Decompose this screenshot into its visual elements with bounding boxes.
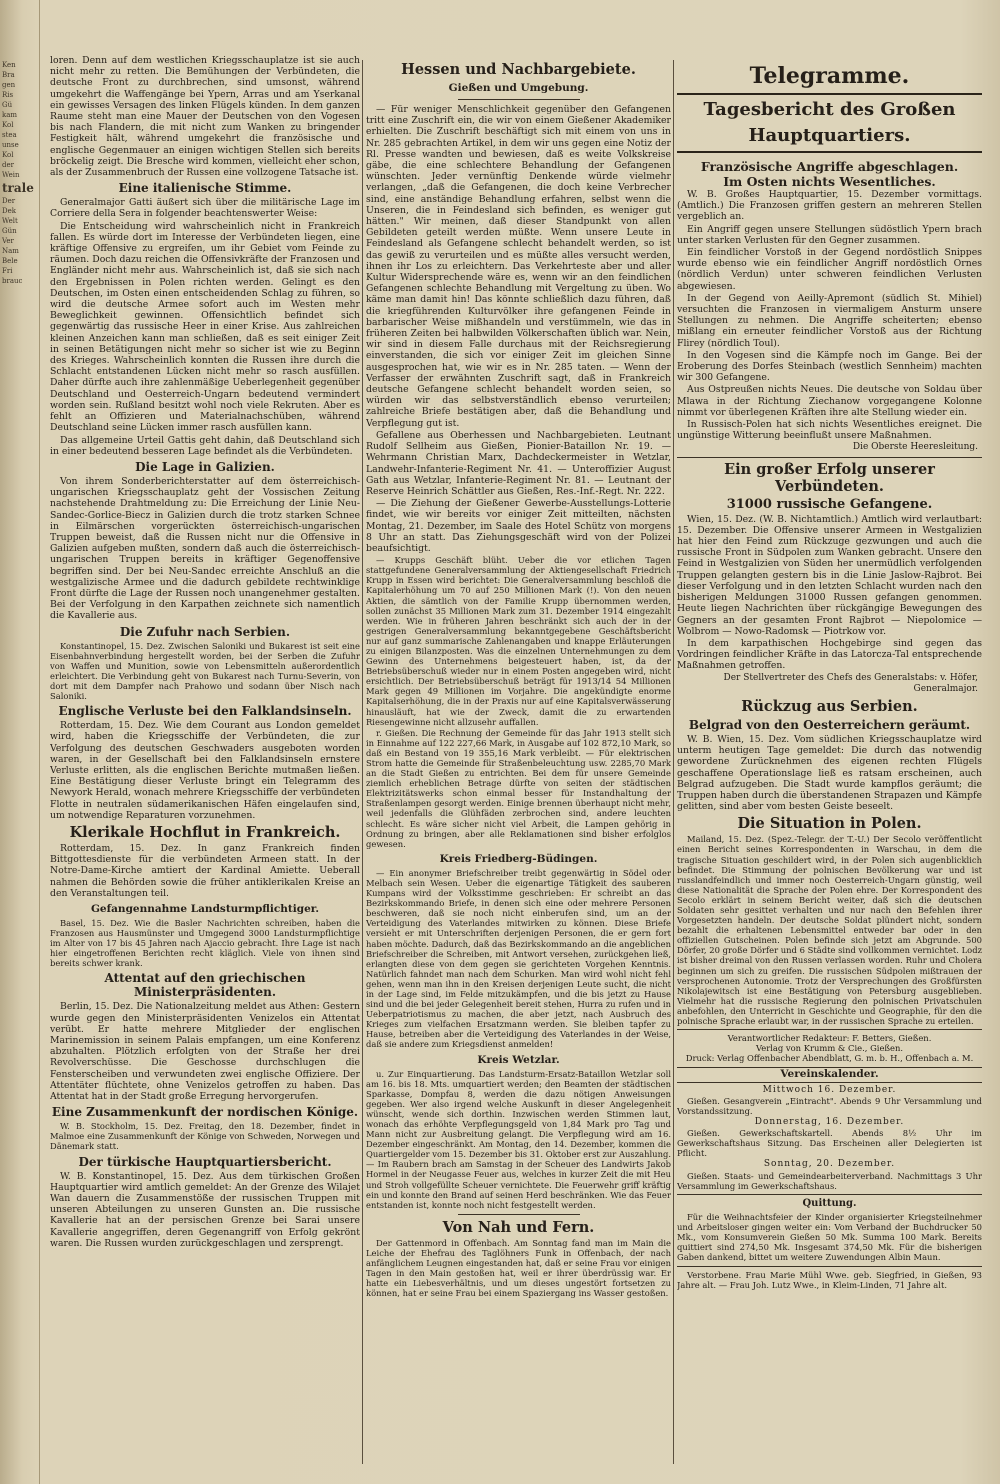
column-middle xyxy=(366,55,671,1464)
edge-fragment: Bra xyxy=(2,71,15,79)
edge-fragment: Bele xyxy=(2,257,18,265)
subheadline-osten: Im Osten nichts Wesentliches. xyxy=(723,174,936,189)
edge-fragment: Kol xyxy=(2,151,14,159)
divider xyxy=(458,99,580,100)
article-paragraph: Ein feindlicher Vorstoß in der Gegend nordöstlich Snippes wurde ebenso wie ein feindlicher Angriff nordöstlich Ornes (nördlich Verdun) unter schweren feindlichen Verlusten abgewiesen. xyxy=(677,247,982,292)
article-paragraph: In den Vogesen sind die Kämpfe noch im Gange. Bei der Eroberung des Dorfes Steinbach (westlich Sennheim) machten wir 300 Gefangene. xyxy=(677,349,982,384)
headline-hochflut: Klerikale Hochflut in Frankreich. xyxy=(69,823,341,841)
edge-fragment: kam xyxy=(2,111,18,119)
column-rule xyxy=(673,60,674,1464)
section-title-hessen: Hessen und Nachbargebiete. xyxy=(401,61,636,78)
article-paragraph: u. Zur Einquartierung. Das Landsturm-Ersatz-Bataillon Wetzlar soll am 16. bis 18. Mts. umquartiert werden; den Beamten der städtischen Sparkasse, Dompfau 8, werden die dazu nötigen Anweisungen gegeben. Wer also irgend welche Auskunft in dieser Angelegenheit wünscht, wende sich dorthin. Inzwischen werden Stimmen laut, wonach das erhöhte Verpflegungsgeld von 1,84 Mark pro Tag und Mann nicht zur Ausbreitung gelangt. Die Verpflegung wird am 16. Dezember eingeschränkt. Am Montag, den 14. Dezember, kommen die Quartiergelder vom 15. Dezember bis 31. Oktober erst zur Auszahlung. — Im Raubern brach am Samstag in der Scheuer des Landwirts Jakob Hormel in der Neugasse Feuer aus, welches in kurzer Zeit die mit Heu und Stroh vollgefüllte Scheuer vernichtete. Die Feuerwehr griff kräftig ein und konnte den Brand auf seinen Herd beschränken. Wie das Feuer entstanden ist, konnte noch nicht festgestellt werden. xyxy=(366,1068,671,1210)
divider xyxy=(677,1266,982,1267)
article-paragraph: r. Gießen. Die Rechnung der Gemeinde für das Jahr 1913 stellt sich in Einnahme auf 122 227,66 Mark, in Ausgabe auf 102 872,10 Mark, so daß ein Bestand von 19 355,16 Mark verbleibt. — Für elektrischen Strom hatte die Gemeinde für Straßenbeleuchtung usw. 2285,70 Mark an die Stadt Gießen zu entrichten. Bei dem für unsere Gemeinde ziemlich erheblichen Betrage dürfte von seiten der städtischen Elektrizitätswerks schon einmal besser für Instandhaltung der Straßenlampen gesorgt werden. Einige brennen überhaupt nicht mehr, weil jedenfalls die Glühfäden zerbrochen sind, andere leuchten schlecht. Es wäre sicher nicht viel Arbeit, die Lampen gehörig in Ordnung zu bringen, aber alle Reklamationen sind bisher erfolglos gewesen. xyxy=(366,727,671,849)
edge-fragment: Ris xyxy=(2,91,14,99)
article-paragraph: — Für weniger Menschlichkeit gegenüber den Gefangenen tritt eine Zuschrift ein, die wir von einem Gießener Akademiker erhielten. Die Zuschrift beschäftigt sich mit einem von uns in Nr. 285 gebrachten Artikel, in dem wir uns gegen eine Notiz der Rl. Presse wandten und bewiesen, daß es weite Volkskreise gäbe, die eine schlechtere Behandlung der Gefangenen wünschten. Jeder vernünftig Denkende würde vielmehr verlangen, „daß die Gefangenen, die doch keine Verbrecher sind, eine anständige Behandlung erfahren, selbst wenn die Unseren, die in Feindesland sich befinden, es weniger gut hätten." Wir meinen, daß dieser Standpunkt von allen Gebildeten geteilt werden müßte. Wenn unsere Leute in Feindesland als Gefangene schlecht behandelt werden, so ist das gewiß zu verurteilen und es müßte alles versucht werden, ihnen ihr Los zu erleichtern. Das Verkehrteste aber und aller Kultur Widersprechende wäre es, wenn wir an den feindlichen Gefangenen schlechte Behandlung mit Vergeltung zu üben. Wo käme man damit hin! Das könnte schließlich dazu führen, daß die kriegführenden Kulturvölker ihre gefangenen Feinde in barbarischer Weise mißhandeln und verstümmeln, wie das in früheren Zeiten bei halbwilden Völkerschaften üblich war. Nein, wir sind in diesem Falle durchaus mit der Reichsregierung einverstanden, die sich vor einiger Zeit im gleichen Sinne ausgesprochen hat, wie wir es in Nr. 285 taten. — Wenn der Verfasser der erwähnten Zuschrift sagt, daß in Frankreich deutsche Gefangene schlecht behandelt worden seien, so würden wir das selbstverständlich ebenso verurteilen; zahlreiche Briefe bestätigen aber, daß die Behandlung und Verpflegung gut ist. xyxy=(366,104,671,429)
article-paragraph: Rotterdam, 15. Dez. Wie dem Courant aus London gemeldet wird, haben die Kriegsschiffe der Verbündeten, die zur Verfolgung des deutschen Geschwaders ausgeboten worden waren, in der Gesellschaft bei den Falklandsinseln ernstere Verluste erlitten, als die englischen Berichte mutmaßen ließen. Eine Bestätigung dieser Verluste bringt ein Telegramm des Newyork Herald, wonach mehrere Kriegsschiffe der verbündeten Flotte in neutralen südamerikanischen Häfen eingelaufen sind, um notwendige Reparaturen vorzunehmen. xyxy=(50,720,360,821)
headline-zufuhr: Die Zufuhr nach Serbien. xyxy=(119,624,291,639)
headline-falkland: Englische Verluste bei den Falklandsinseln. xyxy=(58,704,352,719)
calendar-entry: Gießen. Gewerkschaftskartell. Abends 8½ Uhr im Gewerkschaftshaus Sitzung. Das Erscheinen aller Delegierten ist Pflicht. xyxy=(677,1128,982,1159)
edge-fragment: trale xyxy=(2,181,34,195)
article-paragraph: loren. Denn auf dem westlichen Kriegsschauplatze ist sie auch nicht mehr zu retten. Die Bemühungen der Verbündeten, die deutsche Front zu durchbrechen, sind umsonst, während umgekehrt die Waffengänge bei Ypern, Arras und am Yserkanal ein gewisses Versagen des linken Flügels künden. In dem ganzen Raume steht man eine Mauer der Deutschen von den Vogesen bis nach Flandern, die mit nicht zum Wanken zu bringender Festigkeit hält, während umgekehrt die französische und englische Gegenmauer an einigen wichtigen Stellen sich bereits bröckelig zeigt. Die Bresche wird kommen, vielleicht eher schon, als der Zusammenbruch der Russen eine vollzogene Tatsache ist. xyxy=(50,55,360,179)
section-subtitle-giessen: Gießen und Umgebung. xyxy=(448,82,589,94)
article-paragraph: Mailand, 15. Dez. (Spez.-Telegr. der T.-U.) Der Secolo veröffentlicht einen Bericht seines Korrespondenten in Warschau, in dem die tragische Situation geschildert wird, in der Polen sich augenblicklich befindet. Die Stimmung der polnischen Bevölkerung war und ist russlandfeindlich und immer noch Oesterreich-Ungarn günstig, weil diese Nationalität die Sprache der Polen ehre. Der Korrespondent des Secolo erklärt in seinem Bericht weiter, daß sich die deutschen Soldaten sehr gesittet verhalten und nur nach den Befehlen ihrer Vorgesetzten handeln. Der deutsche Soldat plündert nicht, sondern bezahlt die erhaltenen Lebensmittel entweder bar oder in den offiziellen Gutscheinen. Polen befinde sich jetzt am Abgrunde. 500 Dörfer, 20 große Dörfer und 6 Städte sind vollkommen vernichtet. Lodz ist bisher dreimal von den Russen verlassen worden. Ruhr und Cholera beginnen um sich zu greifen. Die russischen Südpolen mißtrauen der versprochenen Autonomie. Trotz der Versprechungen des Großfürsten Nikolajewitsch ist eine Bestätigung von Petersburg ausgeblieben. Vielmehr hat die russische Regierung den polnischen Privatschulen anbefohlen, den Unterricht in Geschichte und Geographie, für den die polnische Sprache erlaubt war, in der russischen Sprache zu erteilen. xyxy=(677,834,982,1027)
section-title-quittung: Quittung. xyxy=(802,1197,857,1209)
article-paragraph: W. B. Konstantinopel, 15. Dez. Aus dem türkischen Großen Hauptquartier wird amtlich gemeldet: An der Grenze des Wilajet Wan dauern die Zusammenstöße der russischen Truppen mit unseren Abteilungen zu unseren Gunsten an. Die russische Kavallerie hat an der persischen Grenze bei Sarai unsere Kavallerie angegriffen, deren Gegenangriff von Erfolg gekrönt waren. Die Russen wurden zurückgeschlagen und zersprengt. xyxy=(50,1170,360,1249)
signature: Die Oberste Heeresleitung. xyxy=(852,442,978,453)
subheadline-31000: 31000 russische Gefangene. xyxy=(726,496,933,512)
article-paragraph: In dem karpathischen Hochgebirge sind gegen das Vordringen feindlicher Kräfte in das Latorcza-Tal entsprechende Maßnahmen getroffen. xyxy=(677,637,982,672)
article-paragraph: W. B. Stockholm, 15. Dez. Freitag, den 18. Dezember, findet in Malmoe eine Zusammenkunft der Könige von Schweden, Norwegen und Dänemark statt. xyxy=(50,1121,360,1152)
headline-tuerk: Der türkische Hauptquartiersbericht. xyxy=(78,1154,332,1169)
adjacent-page-edge xyxy=(0,0,40,1484)
article-paragraph: Wien, 15. Dez. (W. B. Nichtamtlich.) Amtlich wird verlautbart: 15. Dezember. Die Offensive unserer Armeen in Westgalizien hat hier den Feind zum Rückzuge gezwungen und auch die russische Front in Südpolen zum Wanken gebracht. Unsere den Feind in Westgalizien von Süden her unermüdlich verfolgenden Truppen gelangten gestern bis in die Linie Jaslow-Rajbrot. Bei dieser Verfolgung und in den letzten Schlacht wurden nach den bisherigen Meldungen 31000 Russen gefangen genommen. Heute liegen Nachrichten über rückgängige Bewegungen des Gegners an der gesamten Front Rajbrot — Niepolomice — Wolbrom — Nowo-Radomsk — Piotrkow vor. xyxy=(677,513,982,637)
headline-nah-fern: Von Nah und Fern. xyxy=(442,1218,595,1236)
obituary-paragraph: Verstorbene. Frau Marie Mühl Wwe. geb. Siegfried, in Gießen, 93 Jahre alt. — Frau Joh. Lutz Wwe., in Kleim-Linden, 71 Jahre alt. xyxy=(677,1269,982,1290)
article-paragraph: Generalmajor Gatti äußert sich über die militärische Lage im Corriere della Sera in folgender beachtenswerter Weise: xyxy=(50,197,360,220)
article-paragraph: In Russisch-Polen hat sich nichts Wesentliches ereignet. Die ungünstige Witterung beeinflußt unsere Maßnahmen. xyxy=(677,419,982,442)
column-rule xyxy=(362,60,363,1464)
headline-situation-polen: Die Situation in Polen. xyxy=(737,815,922,833)
edge-fragment: Ken xyxy=(2,61,16,69)
article-paragraph: Ein Angriff gegen unsere Stellungen südöstlich Ypern brach unter starken Verlusten für den Gegner zusammen. xyxy=(677,223,982,246)
headline-landsturm: Gefangennahme Landsturmpflichtiger. xyxy=(90,902,320,915)
headline-erfolg: Ein großer Erfolg unserer Verbündeten. xyxy=(724,460,935,495)
edge-fragment: Kol xyxy=(2,121,14,129)
column-left xyxy=(50,55,360,1464)
calendar-entry: Gießen. Staats- und Gemeindearbeiterverband. Nachmittags 3 Uhr Versammlung im Gewerkschaftshaus. xyxy=(677,1170,982,1191)
edge-fragment: brauc xyxy=(2,277,23,285)
headline-wetzlar: Kreis Wetzlar. xyxy=(477,1053,560,1066)
impressum-line: Druck: Verlag Offenbacher Abendblatt, G. m. b. H., Offenbach a. M. xyxy=(685,1053,974,1064)
article-paragraph: In der Gegend von Aeilly-Apremont (südlich St. Mihiel) versuchten die Franzosen in viermaligem Ansturm unsere Stellungen zu nehmen. Die Angriffe scheiterten; ebenso mißlang ein erneuter feindlicher Vorstoß aus der Richtung Flirey (nördlich Toul). xyxy=(677,292,982,349)
article-paragraph: Für die Weihnachtsfeier der Kinder organisierter Kriegsteilnehmer und Arbeitsloser gingen weiter ein: Vom Verband der Buchdrucker 50 Mk., vom Konsumverein Gießen 50 Mk. Summa 100 Mark. Bereits quittiert sind 274,50 Mk. Insgesamt 374,50 Mk. Für die bisherigen Gaben dankend, bittet um weitere Zuwendungen Albin Maun. xyxy=(677,1212,982,1263)
article-paragraph: Konstantinopel, 15. Dez. Zwischen Saloniki und Bukarest ist seit eine Eisenbahnverbindung hergestellt worden, bei der Serben die Zufuhr von Waffen und Munition, sowie von Lebensmitteln außerordentlich erleichtert. Die Verbindung geht von Bukarest nach Turnu-Severin, von dort mit dem Dampfer nach Prahowo und sodann über Nisch nach Saloniki. xyxy=(50,640,360,702)
calendar-day: Mittwoch 16. Dezember. xyxy=(762,1084,897,1095)
calendar-entry: Gießen. Gesangverein „Eintracht". Abends 9 Uhr Versammlung und Vorstandssitzung. xyxy=(677,1095,982,1116)
headline-attentat: Attentat auf den griechischen Ministerpräsidenten. xyxy=(104,971,306,1000)
section-title-vereinskalender: Vereinskalender. xyxy=(677,1067,982,1082)
edge-fragment: gen xyxy=(2,81,16,89)
edge-fragment: Welt xyxy=(2,217,18,225)
article-paragraph: — Krupps Geschäft blüht. Ueber die vor etlichen Tagen stattgefundene Generalversammlung der Aktiengesellschaft Friedrich Krupp in Essen wird berichtet: Die Generalversammlung beschloß die Kapitalerhöhung um 70 auf 250 Millionen Mark (!). Von den neuen Aktien, die sämtlich von der Familie Krupp übernommen werden, sollen zunächst 35 Millionen Mark zum 31. Dezember 1914 eingezahlt werden. Wie in früheren Jahren beschränkt sich auch der in der gestrigen Generalversammlung bekanntgegebene Geschäftsbericht nur auf ganz summarische Zahlenangaben und knappe Erläuterungen zu einigen Bilanzposten. Was die einzelnen Unternehmungen zu dem Gewinn des Unternehmens beigesteuert haben, ist, da der Betriebsüberschuß wieder nur in einem Posten angegeben wird, nicht ersichtlich. Der Betriebsüberschuß beträgt für 1913/14 54 Millionen Mark gegen 49 Millionen im Vorjahre. Die angekündigte enorme Kapitalserhöhung, die in der Praxis nur auf eine Kapitalsverwässerung hinausläuft, hat wie der Zweck, damit die zu erwartenden Riesengewinne nicht allzusehr auffallen. xyxy=(366,555,671,727)
edge-fragment: Der xyxy=(2,197,16,205)
edge-fragment: Ver xyxy=(2,237,14,245)
headline-galizien: Die Lage in Galizien. xyxy=(135,459,275,474)
subheadline-franz: Französische Angriffe abgeschlagen. xyxy=(700,159,959,174)
article-paragraph: Berlin, 15. Dez. Die Nationalzeitung meldet aus Athen: Gestern wurde gegen den Ministerpräsidenten Venizelos ein Attentat verübt. Er hatte mehrere Mitglieder der englischen Marinemission in seinem Palais empfangen, um eine Konferenz abzuhalten. Plötzlich erfolgten von der Straße her drei Revolverschüsse. Die Geschosse durchschlugen die Fensterscheiben und verwundeten zwei englische Offiziere. Der Attentäter flüchtete, ohne Venizelos getroffen zu haben. Das Attentat hat in der Stadt große Erregung hervorgerufen. xyxy=(50,1001,360,1103)
edge-fragment: unse xyxy=(2,141,19,149)
headline-rueckzug: Rückzug aus Serbien. xyxy=(741,697,918,715)
article-paragraph: W. B. Großes Hauptquartier, 15. Dezember vormittags. (Amtlich.) Die Franzosen griffen gestern an mehreren Stellen vergeblich an. xyxy=(677,189,982,223)
article-paragraph: Die Entscheidung wird wahrscheinlich nicht in Frankreich fallen. Es würde dort im Interesse der Verbündeten liegen, eine kräftige Offensive zu ergreifen, um ihr Gebiet vom Feinde zu räumen. Doch dazu reichen die Offensivkräfte der Franzosen und Engländer nicht mehr aus. Wahrscheinlich ist, daß sie sich nach den Ergebnissen in Polen richten werden. Gelingt es den Deutschen, im Osten einen entscheidenden Schlag zu führen, so wird die deutsche Armee sofort auch im Westen mehr Beweglichkeit gewinnen. Offensichtlich befindet sich gegenwärtig das russische Heer in einer Krise. Aus zahlreichen kleinen Anzeichen kann man schließen, daß es seit einiger Zeit in seinen Betätigungen nicht mehr so sicher ist wie zu Beginn des Krieges. Wahrscheinlich konnten die Russen ihre durch die Schlacht entstandenen Lücken nicht mehr so rasch ausfüllen. Daher dürfte auch ihre zahlenmäßige Ueberlegenheit gegenüber Deutschland und Oesterreich-Ungarn bedeutend vermindert worden sein. Rußland besitzt wohl noch viele Rekruten. Aber es fehlt an Offizieren und Materialnachschüben, während Deutschland seine Lücken immer rasch ausfüllen kann. xyxy=(50,220,360,434)
article-paragraph: Basel, 15. Dez. Wie die Basler Nachrichten schreiben, haben die Franzosen aus Hausmünster und Umgegend 3000 Landsturmpflichtige im Alter von 17 bis 45 Jahren nach Ajaccio gebracht. Ihre Lage ist nach hier eingetroffenen Berichten recht kläglich. Viele von ihnen sind bereits schwer krank. xyxy=(50,917,360,969)
signature: Der Stellvertreter des Chefs des Generalstabs: v. Höfer, Generalmajor. xyxy=(723,672,978,694)
headline-friedberg: Kreis Friedberg-Büdingen. xyxy=(439,852,598,865)
divider xyxy=(677,1194,982,1195)
headline-italien: Eine italienische Stimme. xyxy=(118,181,292,196)
section-title-telegramme: Telegramme. xyxy=(749,63,910,89)
divider xyxy=(677,457,982,458)
article-paragraph: Gefallene aus Oberhessen und Nachbargebieten. Leutnant Rudolf Sellheim aus Gießen, Pionier-Bataillon Nr. 19. — Wehrmann Christian Marx, Dachdeckermeister in Wetzlar, Landwehr-Infanterie-Regiment Nr. 41. — Unteroffizier August Gath aus Wetzlar, Infanterie-Regiment Nr. 81. — Leutnant der Reserve Heinrich Schättler aus Gießen, Res.-Inf.-Regt. Nr. 222. xyxy=(366,429,671,497)
edge-fragment: Dek xyxy=(2,207,16,215)
edge-fragment: Wein xyxy=(2,171,20,179)
impressum-line: Verlag von Krumm & Cie., Gießen. xyxy=(755,1043,904,1054)
article-paragraph: Das allgemeine Urteil Gattis geht dahin, daß Deutschland sich in einer bedeutend besseren Lage befindet als die Verbündeten. xyxy=(50,434,360,457)
edge-fragment: Gün xyxy=(2,227,17,235)
article-paragraph: W. B. Wien, 15. Dez. Vom südlichen Kriegsschauplatze wird unterm heutigen Tage gemeldet: Die durch das notwendig gewordene Zurücknehmen des eigenen rechten Flügels geschaffene Operationslage ließ es ratsam erscheinen, auch Belgrad aufzugeben. Die Stadt wurde kampflos geräumt; die Truppen haben durch die überstandenen Strapazen und Kämpfe gelitten, sind aber vom besten Geiste beseelt. xyxy=(677,733,982,813)
headline-tagesbericht: Tagesbericht des Großen Hauptquartiers. xyxy=(677,93,982,153)
headline-koenige: Eine Zusammenkunft der nordischen Könige. xyxy=(51,1105,359,1120)
article-paragraph: Rotterdam, 15. Dez. In ganz Frankreich finden Bittgottesdienste für die verbündeten Armeen statt. In der Notre-Dame-Kirche amtiert der Kardinal Amiette. Ueberall nahmen die Behörden sowie die früher antiklerikalen Kreise an den Veranstaltungen teil. xyxy=(50,842,360,899)
article-paragraph: Aus Ostpreußen nichts Neues. Die deutsche von Soldau über Mlawa in der Richtung Ziechanow vorgegangene Kolonne nimmt vor überlegenen Kräften ihre alte Stellung wieder ein. xyxy=(677,384,982,418)
edge-fragment: Fri xyxy=(2,267,13,275)
edge-fragment: Nam xyxy=(2,247,19,255)
article-paragraph: Von ihrem Sonderberichterstatter auf dem österreichisch-ungarischen Kriegsschauplatz geht der Vossischen Zeitung nachstehende Drahtmeldung zu: Die Erreichung der Linie Neu-Sandec-Gorlice-Biecz in Galizien durch die trotz starken Schnee in Eilmärschen vorgerückten österreichisch-ungarischen Truppen beweist, daß die Russen nicht nur die Offensive in Galizien aufgeben mußten, sondern daß auch die österreichisch-ungarischen Truppen bereits in kräftiger Gegenoffensive begriffen sind. Der bei Neu-Sandec erreichte Anschluß an die westgalizische Armee und die dadurch gebildete rechtwinklige Front dürfte die Lage der Russen noch unangenehmer gestalten. Bei der Verfolgung in den Karpathen zeichnete sich namentlich die Kavallerie aus. xyxy=(50,475,360,622)
article-paragraph: Der Gattenmord in Offenbach. Am Sonntag fand man im Main die Leiche der Ehefrau des Taglöhners Funk in Offenbach, der nach anfänglichem Leugnen eingestanden hat, daß er seine Frau vor einigen Tagen in den Main gestoßen hat, weil er ihrer überdrüssig war. Er hatte ein Liebesverhältnis, und um dieses ungestört fortsetzen zu können, hat er seine Frau bei einem Spaziergang ins Wasser gestoßen. xyxy=(366,1237,671,1299)
calendar-day: Sonntag, 20. Dezember. xyxy=(763,1159,896,1170)
subheadline-belgrad: Belgrad von den Oesterreichern geräumt. xyxy=(688,717,971,732)
edge-fragment: Gü xyxy=(2,101,13,109)
column-right xyxy=(677,55,982,1464)
edge-fragment: der xyxy=(2,161,14,169)
edge-fragment: stea xyxy=(2,131,17,139)
divider xyxy=(458,1214,580,1215)
article-paragraph: — Ein anonymer Briefschreiber treibt gegenwärtig in Södel oder Melbach sein Wesen. Ueber die eigenartige Tätigkeit des sauberen Kumpans wird der Volksstimme geschrieben: Er schreibt an das Bezirkskommando Briefe, in denen sich eine oder mehrere Personen beschweren, daß sie noch nicht einberufen sind, um an der Verteidigung des Vaterlandes mitwirken zu können. Diese Briefe versieht er mit Unterschriften derjenigen Personen, die er gern fort haben möchte. Dadurch, daß das Bezirkskommando an die angeblichen Briefschreiber die Schreiben, mit Antwort versehen, zurückgehen ließ, erlangten diese von dem gegen sie gerichteten Vorgehen Kenntnis. Natürlich fahndet man nach dem Schurken. Man wird wohl nicht fehl gehen, wenn man ihn in den Kreisen derjenigen Leute sucht, die nicht in der Lage sind, im Felde mitzukämpfen, und die bis jetzt zu Hause sind und die bei jeder Gelegenheit bereit stehen, Hurra zu rufen und in Ueberpatriotismus zu machen, die aber jetzt, nach Ausbruch des Krieges zum vielfachen Ersatzmann werden. Sie bleiben tapfer zu Hause, betreiben aber die Verteidigung des Vaterlandes in der Weise, daß sie andere zum Kriegsdienst anmelden! xyxy=(366,867,671,1050)
impressum-line: Verantwortlicher Redakteur: F. Betters, Gießen. xyxy=(727,1033,932,1044)
divider xyxy=(677,1029,982,1030)
article-paragraph: — Die Ziehung der Gießener Gewerbe-Ausstellungs-Lotterie findet, wie wir bereits vor einiger Zeit mitteilten, nächsten Montag, 21. Dezember, im Saale des Hotel Schütz von morgens 8 Uhr an statt. Das Ziehungsgeschäft wird von der Polizei beaufsichtigt. xyxy=(366,498,671,554)
calendar-day: Donnerstag, 16. Dezember. xyxy=(754,1117,905,1127)
